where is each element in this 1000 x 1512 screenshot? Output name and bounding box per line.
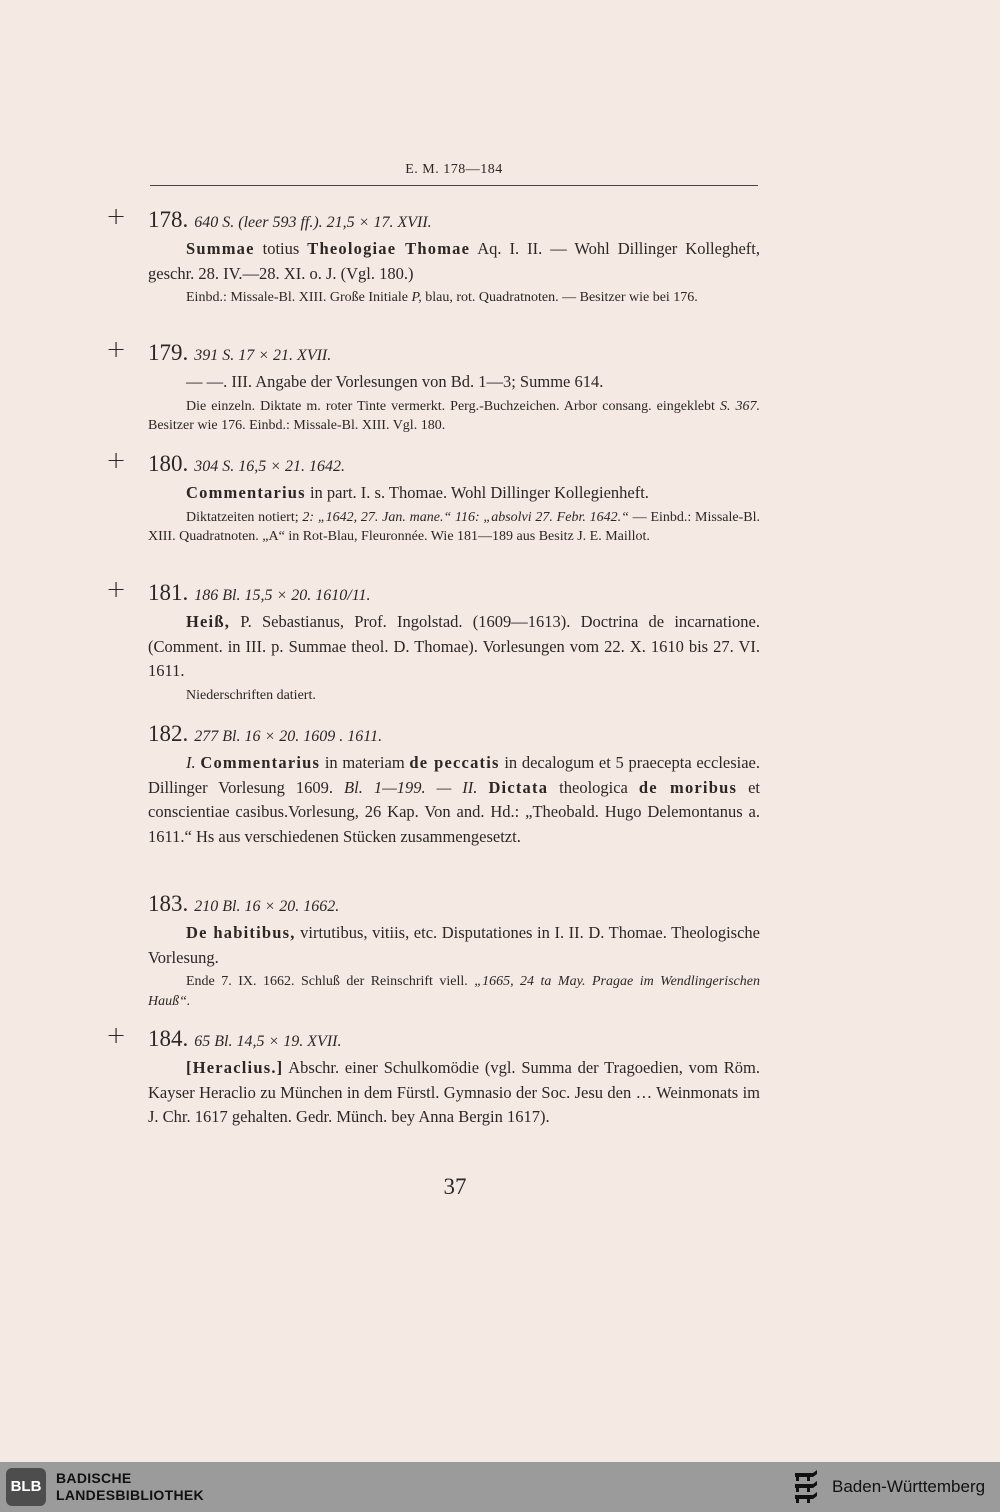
entry-181 — [106, 575, 760, 705]
text: Besitzer wie 176. Einbd.: Missale-Bl. XIII. Vgl. 180. — [148, 418, 446, 433]
entry-182 — [148, 720, 760, 849]
text: — —. III. Angabe der Vorlesungen von Bd. 1—3; Summe 614. — [186, 372, 604, 391]
entry-meta: 640 S. (leer 593 ff.). 21,5 × 17. XVII. — [194, 214, 432, 231]
entry-heading — [148, 720, 760, 751]
header-rule — [150, 185, 758, 186]
entry-180 — [106, 446, 760, 547]
entry-number: 182. — [148, 721, 189, 746]
entry-note — [148, 397, 760, 436]
entry-description — [148, 1056, 760, 1130]
entry-183 — [148, 890, 760, 1011]
footer-bar — [0, 1462, 1000, 1512]
entry-number: 180. — [148, 451, 189, 476]
entry-note — [148, 288, 760, 308]
entry-meta: 277 Bl. 16 × 20. 1609 . 1611. — [194, 728, 383, 745]
entry-meta: 65 Bl. 14,5 × 19. XVII. — [194, 1033, 342, 1050]
bold-term: Theologiae Thomae — [307, 239, 471, 258]
library-name-line1: BADISCHE — [56, 1470, 132, 1486]
entry-description — [148, 370, 760, 395]
entry-description — [148, 481, 760, 506]
text: — Einbd.: Missale-Bl. XIII. Quadratnoten. „A“ in Rot-Blau, Fleuronnée. Wie 181—189 aus Besitz J. E. Maillot. — [148, 509, 760, 544]
entry-heading — [148, 206, 760, 237]
entry-heading — [148, 579, 760, 610]
bold-term: Summae — [186, 239, 255, 258]
plus-mark: + — [106, 1021, 127, 1049]
bold-term: [Heraclius.] — [186, 1058, 284, 1077]
bold-term: Dictata — [488, 777, 549, 797]
text: et conscientiae casibus.Vorlesung, 26 Kap. Von and. Hd.: „Theobald. Hugo Delemontanus a. 1611.“ Hs aus verschiedenen Stücken zusammengesetzt. — [148, 777, 760, 846]
entry-number: 181. — [148, 580, 189, 605]
entry-number: 179. — [148, 340, 189, 365]
text: Aq. I. II. — Wohl Dillinger Kollegheft, geschr. 28. IV.—28. XI. o. J. (Vgl. 180.) — [148, 239, 760, 283]
bold-term: Heiß, — [186, 612, 231, 631]
entry-number: 184. — [148, 1026, 189, 1051]
bold-term: Commentarius — [200, 753, 321, 772]
text: theologica — [548, 777, 639, 797]
entry-description — [148, 610, 760, 684]
text: virtutibus, vitiis, etc. Disputationes in I. II. D. Thomae. Theologische Vorlesung. — [148, 923, 760, 967]
bold-term: de peccatis — [409, 753, 500, 772]
entry-note — [148, 686, 760, 706]
entry-meta: 391 S. 17 × 21. XVII. — [194, 347, 332, 364]
text: Abschr. einer Schulkomödie (vgl. Summa der Tragoedien, vom Röm. Kayser Heraclio zu München in dem Fürstl. Gymnasio der Soc. Jesu den … Weinmonats im J. Chr. 1617 gehalten. Gedr. Münch. bey Anna Bergin 1617). — [148, 1058, 760, 1126]
text: Die einzeln. Diktate m. roter Tinte vermerkt. Perg.-Buchzeichen. Arbor consang. eingeklebt — [186, 398, 720, 414]
entry-number: 183. — [148, 891, 189, 916]
entry-description — [148, 921, 760, 970]
blb-logo[interactable]: BLB — [6, 1468, 46, 1506]
text: P. Sebastianus, Prof. Ingolstad. (1609—1613). Doctrina de incarnatione. (Comment. in III. p. Summae theol. D. Thomae). Vorlesungen vom 22. X. 1610 bis 27. VI. 1611. — [148, 612, 760, 680]
library-name[interactable] — [56, 1470, 204, 1504]
italic-text: P, — [411, 290, 422, 305]
entry-heading — [148, 1025, 760, 1056]
entry-note — [148, 508, 760, 547]
text: in part. I. s. Thomae. Wohl Dillinger Kollegienheft. — [305, 483, 649, 502]
text: Diktatzeiten notiert; — [186, 509, 303, 525]
lions-crest-icon — [792, 1467, 822, 1507]
italic-text: S. 367. — [719, 398, 760, 414]
text: Niederschriften datiert. — [186, 687, 316, 703]
entry-number: 178. — [148, 207, 189, 232]
entry-meta: 304 S. 16,5 × 21. 1642. — [194, 458, 346, 475]
entry-meta: 186 Bl. 15,5 × 20. 1610/11. — [194, 587, 371, 604]
entry-184 — [106, 1021, 760, 1130]
running-header: E. M. 178—184 — [405, 162, 503, 177]
entry-note — [148, 972, 760, 1011]
entry-meta: 210 Bl. 16 × 20. 1662. — [194, 898, 340, 915]
bold-term: de moribus — [638, 777, 738, 797]
library-name-line2: LANDESBIBLIOTHEK — [56, 1487, 204, 1503]
italic-text: Bl. 1—199. — II. — [344, 777, 478, 797]
entry-heading — [148, 339, 760, 370]
state-name[interactable]: Baden-Württemberg — [832, 1477, 986, 1496]
text: Einbd.: Missale-Bl. XIII. Große Initiale — [186, 290, 412, 305]
entry-179 — [106, 335, 760, 436]
text: blau, rot. Quadratnoten. — Besitzer wie bei 176. — [421, 290, 698, 305]
plus-mark: + — [106, 202, 127, 230]
plus-mark: + — [106, 446, 127, 474]
entry-heading — [148, 890, 760, 921]
text: in decalogum et 5 praecepta ecclesiae. Dillinger Vorlesung 1609. — [148, 753, 761, 797]
text: Ende 7. IX. 1662. Schluß der Reinschrift viell. — [186, 974, 475, 989]
entry-178 — [106, 202, 760, 308]
page-number: 37 — [443, 1174, 467, 1199]
plus-mark: + — [106, 575, 127, 603]
bold-term: De habitibus, — [186, 923, 296, 942]
entry-description — [148, 751, 760, 849]
bold-term: Commentarius — [186, 483, 306, 502]
entry-heading — [148, 450, 760, 481]
entry-description — [148, 237, 760, 286]
text: totius — [254, 239, 308, 258]
text: in materiam — [320, 753, 410, 772]
italic-text: I. — [186, 753, 196, 772]
italic-text: 2: „1642, 27. Jan. mane.“ 116: „absolvi 27. Febr. 1642.“ — [302, 509, 629, 525]
italic-text: „1665, 24 ta May. Pragae im Wendlingerischen Hauß“. — [148, 974, 760, 1009]
plus-mark: + — [106, 335, 127, 363]
